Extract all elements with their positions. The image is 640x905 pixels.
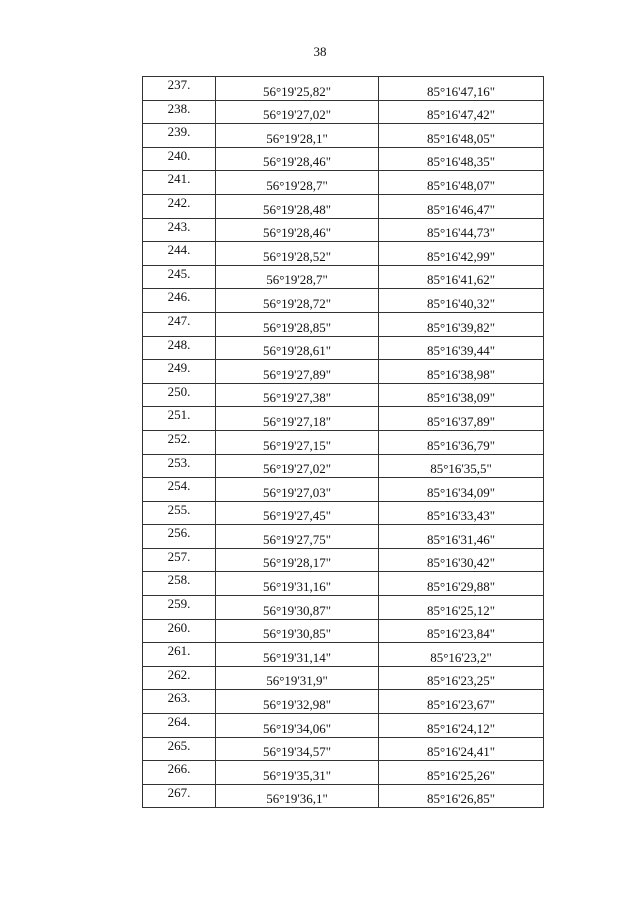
point-number-cell: 263. [143,690,216,714]
longitude-cell: 85°16'31,46" [379,525,544,549]
longitude-cell: 85°16'41,62" [379,265,544,289]
table-row [143,383,544,407]
longitude-cell: 85°16'34,09" [379,478,544,502]
table-row [143,548,544,572]
longitude-cell: 85°16'29,88" [379,572,544,596]
longitude-cell: 85°16'46,47" [379,194,544,218]
longitude-cell: 85°16'23,67" [379,690,544,714]
point-number-cell: 240. [143,147,216,171]
point-number-cell: 262. [143,666,216,690]
latitude-cell: 56°19'36,1" [216,784,379,808]
latitude-cell: 56°19'27,03" [216,478,379,502]
point-number-cell: 251. [143,407,216,431]
latitude-cell: 56°19'27,02" [216,100,379,124]
longitude-cell: 85°16'47,42" [379,100,544,124]
longitude-cell: 85°16'25,26" [379,761,544,785]
longitude-cell: 85°16'23,2" [379,643,544,667]
point-number-cell: 246. [143,289,216,313]
latitude-cell: 56°19'31,14" [216,643,379,667]
point-number-cell: 247. [143,312,216,336]
longitude-cell: 85°16'48,35" [379,147,544,171]
point-number-cell: 253. [143,454,216,478]
latitude-cell: 56°19'28,46" [216,218,379,242]
point-number-cell: 249. [143,360,216,384]
latitude-cell: 56°19'25,82" [216,77,379,101]
longitude-cell: 85°16'48,07" [379,171,544,195]
table-row [143,714,544,738]
longitude-cell: 85°16'44,73" [379,218,544,242]
longitude-cell: 85°16'23,25" [379,666,544,690]
latitude-cell: 56°19'34,57" [216,737,379,761]
point-number-cell: 254. [143,478,216,502]
point-number-cell: 266. [143,761,216,785]
point-number-cell: 256. [143,525,216,549]
table-row [143,194,544,218]
longitude-cell: 85°16'25,12" [379,596,544,620]
table-row [143,100,544,124]
table-row [143,289,544,313]
latitude-cell: 56°19'32,98" [216,690,379,714]
table-row [143,336,544,360]
point-number-cell: 260. [143,619,216,643]
longitude-cell: 85°16'39,44" [379,336,544,360]
point-number-cell: 244. [143,242,216,266]
longitude-cell: 85°16'38,98" [379,360,544,384]
latitude-cell: 56°19'27,89" [216,360,379,384]
table-row [143,218,544,242]
table-row [143,478,544,502]
latitude-cell: 56°19'31,9" [216,666,379,690]
longitude-cell: 85°16'40,32" [379,289,544,313]
table-row [143,596,544,620]
table-row [143,572,544,596]
latitude-cell: 56°19'35,31" [216,761,379,785]
longitude-cell: 85°16'48,05" [379,124,544,148]
table-row [143,407,544,431]
longitude-cell: 85°16'36,79" [379,430,544,454]
latitude-cell: 56°19'28,85" [216,312,379,336]
longitude-cell: 85°16'30,42" [379,548,544,572]
point-number-cell: 258. [143,572,216,596]
table-row [143,690,544,714]
point-number-cell: 264. [143,714,216,738]
table-row [143,124,544,148]
table-row [143,525,544,549]
latitude-cell: 56°19'27,45" [216,501,379,525]
point-number-cell: 245. [143,265,216,289]
longitude-cell: 85°16'35,5" [379,454,544,478]
longitude-cell: 85°16'38,09" [379,383,544,407]
table-row [143,501,544,525]
latitude-cell: 56°19'27,18" [216,407,379,431]
point-number-cell: 242. [143,194,216,218]
table-row [143,77,544,101]
latitude-cell: 56°19'34,06" [216,714,379,738]
point-number-cell: 259. [143,596,216,620]
latitude-cell: 56°19'30,87" [216,596,379,620]
table-row [143,643,544,667]
longitude-cell: 85°16'39,82" [379,312,544,336]
point-number-cell: 265. [143,737,216,761]
table-row [143,171,544,195]
latitude-cell: 56°19'27,38" [216,383,379,407]
point-number-cell: 238. [143,100,216,124]
longitude-cell: 85°16'42,99" [379,242,544,266]
coordinates-table [142,76,544,808]
point-number-cell: 261. [143,643,216,667]
latitude-cell: 56°19'28,7" [216,171,379,195]
point-number-cell: 241. [143,171,216,195]
table-row [143,360,544,384]
latitude-cell: 56°19'28,7" [216,265,379,289]
longitude-cell: 85°16'37,89" [379,407,544,431]
longitude-cell: 85°16'23,84" [379,619,544,643]
longitude-cell: 85°16'26,85" [379,784,544,808]
page-number: 38 [313,44,327,59]
point-number-cell: 237. [143,77,216,101]
latitude-cell: 56°19'28,48" [216,194,379,218]
latitude-cell: 56°19'28,17" [216,548,379,572]
table-row [143,312,544,336]
table-row [143,147,544,171]
table-row [143,265,544,289]
latitude-cell: 56°19'28,61" [216,336,379,360]
latitude-cell: 56°19'27,75" [216,525,379,549]
point-number-cell: 267. [143,784,216,808]
latitude-cell: 56°19'28,46" [216,147,379,171]
table-row [143,784,544,808]
table-row [143,454,544,478]
longitude-cell: 85°16'33,43" [379,501,544,525]
point-number-cell: 255. [143,501,216,525]
latitude-cell: 56°19'30,85" [216,619,379,643]
point-number-cell: 257. [143,548,216,572]
table-row [143,666,544,690]
longitude-cell: 85°16'24,41" [379,737,544,761]
latitude-cell: 56°19'27,15" [216,430,379,454]
table-row [143,761,544,785]
table-row [143,619,544,643]
latitude-cell: 56°19'31,16" [216,572,379,596]
table-row [143,242,544,266]
latitude-cell: 56°19'28,1" [216,124,379,148]
latitude-cell: 56°19'28,52" [216,242,379,266]
coordinates-table-body [143,77,544,808]
latitude-cell: 56°19'28,72" [216,289,379,313]
longitude-cell: 85°16'47,16" [379,77,544,101]
point-number-cell: 250. [143,383,216,407]
point-number-cell: 248. [143,336,216,360]
point-number-cell: 252. [143,430,216,454]
point-number-cell: 239. [143,124,216,148]
table-row [143,430,544,454]
longitude-cell: 85°16'24,12" [379,714,544,738]
table-row [143,737,544,761]
latitude-cell: 56°19'27,02" [216,454,379,478]
point-number-cell: 243. [143,218,216,242]
